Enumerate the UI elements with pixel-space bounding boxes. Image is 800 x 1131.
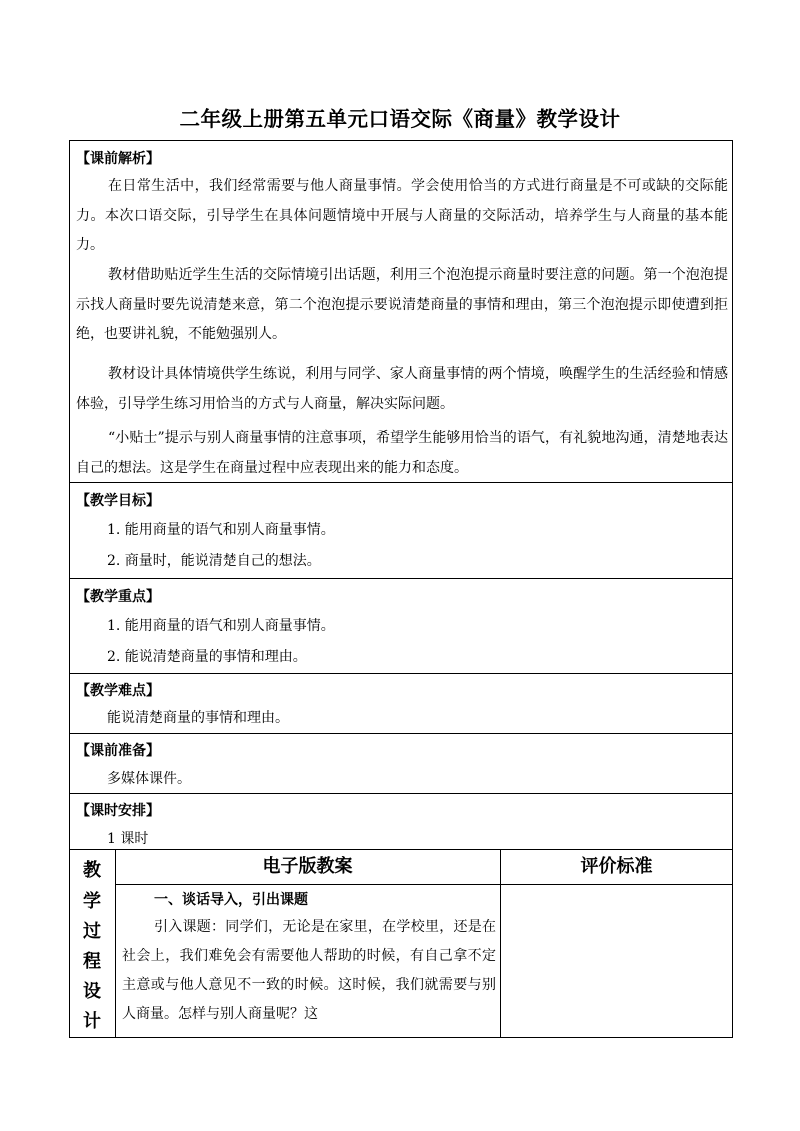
difficulties-heading: 【教学难点】 [76, 683, 160, 699]
keypoint-item-2: 2. 能说清楚商量的事情和理由。 [107, 649, 307, 665]
analysis-paragraph-2: 教材借助贴近学生生活的交际情境引出话题，利用三个泡泡提示商量时要注意的问题。第一个泡泡提示找人商量时要先说清楚来意，第二个泡泡提示要说清楚商量的事情和理由，第三个泡泡提示即使遭到拒绝，也要讲礼貌，不能勉强别人。 [76, 267, 728, 342]
analysis-paragraph-1: 在日常生活中，我们经常需要与他人商量事情。学会使用恰当的方式进行商量是不可或缺的交际能力。本次口语交际，引导学生在具体问题情境中开展与人商量的交际活动，培养学生与人商量的基本能力。 [76, 178, 728, 253]
side-label-char: 教 [83, 860, 101, 881]
section-text: 引入课题：同学们，无论是在家里，在学校里，还是在社会上，我们难免会有需要他人帮助的时候，有自己拿不定主意或与他人意见不一致的时候。这时候，我们就需要与别人商量。怎样与别人商量呢？这 [122, 919, 496, 1022]
side-label-char: 学 [83, 891, 101, 912]
goal-item-1: 1. 能用商量的语气和别人商量事情。 [107, 522, 335, 538]
column-header-plan: 电子版教案 [262, 856, 353, 877]
row-divider [69, 733, 733, 734]
difficulties-text: 能说清楚商量的事情和理由。 [107, 710, 289, 726]
analysis-paragraph-3: 教材设计具体情境供学生练说，利用与同学、家人商量事情的两个情境，唤醒学生的生活经验和情感体验，引导学生练习用恰当的方式与人商量，解决实际问题。 [76, 366, 728, 412]
row-divider [69, 673, 733, 674]
schedule-text: 1 课时 [107, 831, 149, 847]
side-label-char: 程 [83, 951, 101, 972]
side-label-char: 计 [83, 1011, 101, 1032]
row-divider [69, 578, 733, 579]
analysis-paragraph-4: “小贴士”提示与别人商量事情的注意事项，希望学生能够用恰当的语气，有礼貌地沟通，清楚地表达自己的想法。这是学生在商量过程中应表现出来的能力和态度。 [76, 430, 728, 476]
row-divider [69, 793, 733, 794]
schedule-heading: 【课时安排】 [76, 803, 160, 819]
preparation-text: 多媒体课件。 [107, 771, 191, 787]
goal-item-2: 2. 商量时，能说清楚自己的想法。 [107, 553, 321, 569]
section-title: 一、谈话导入，引出课题 [154, 892, 308, 908]
analysis-heading: 【课前解析】 [76, 151, 160, 167]
side-label-char: 过 [83, 921, 101, 942]
keypoint-item-1: 1. 能用商量的语气和别人商量事情。 [107, 618, 335, 634]
page-title: 二年级上册第五单元口语交际《商量》教学设计 [179, 107, 621, 131]
column-header-evaluation: 评价标准 [580, 856, 653, 877]
preparation-heading: 【课前准备】 [76, 743, 160, 759]
side-label-char: 设 [83, 981, 101, 1002]
keypoints-heading: 【教学重点】 [76, 589, 160, 605]
goals-heading: 【教学目标】 [76, 493, 160, 509]
